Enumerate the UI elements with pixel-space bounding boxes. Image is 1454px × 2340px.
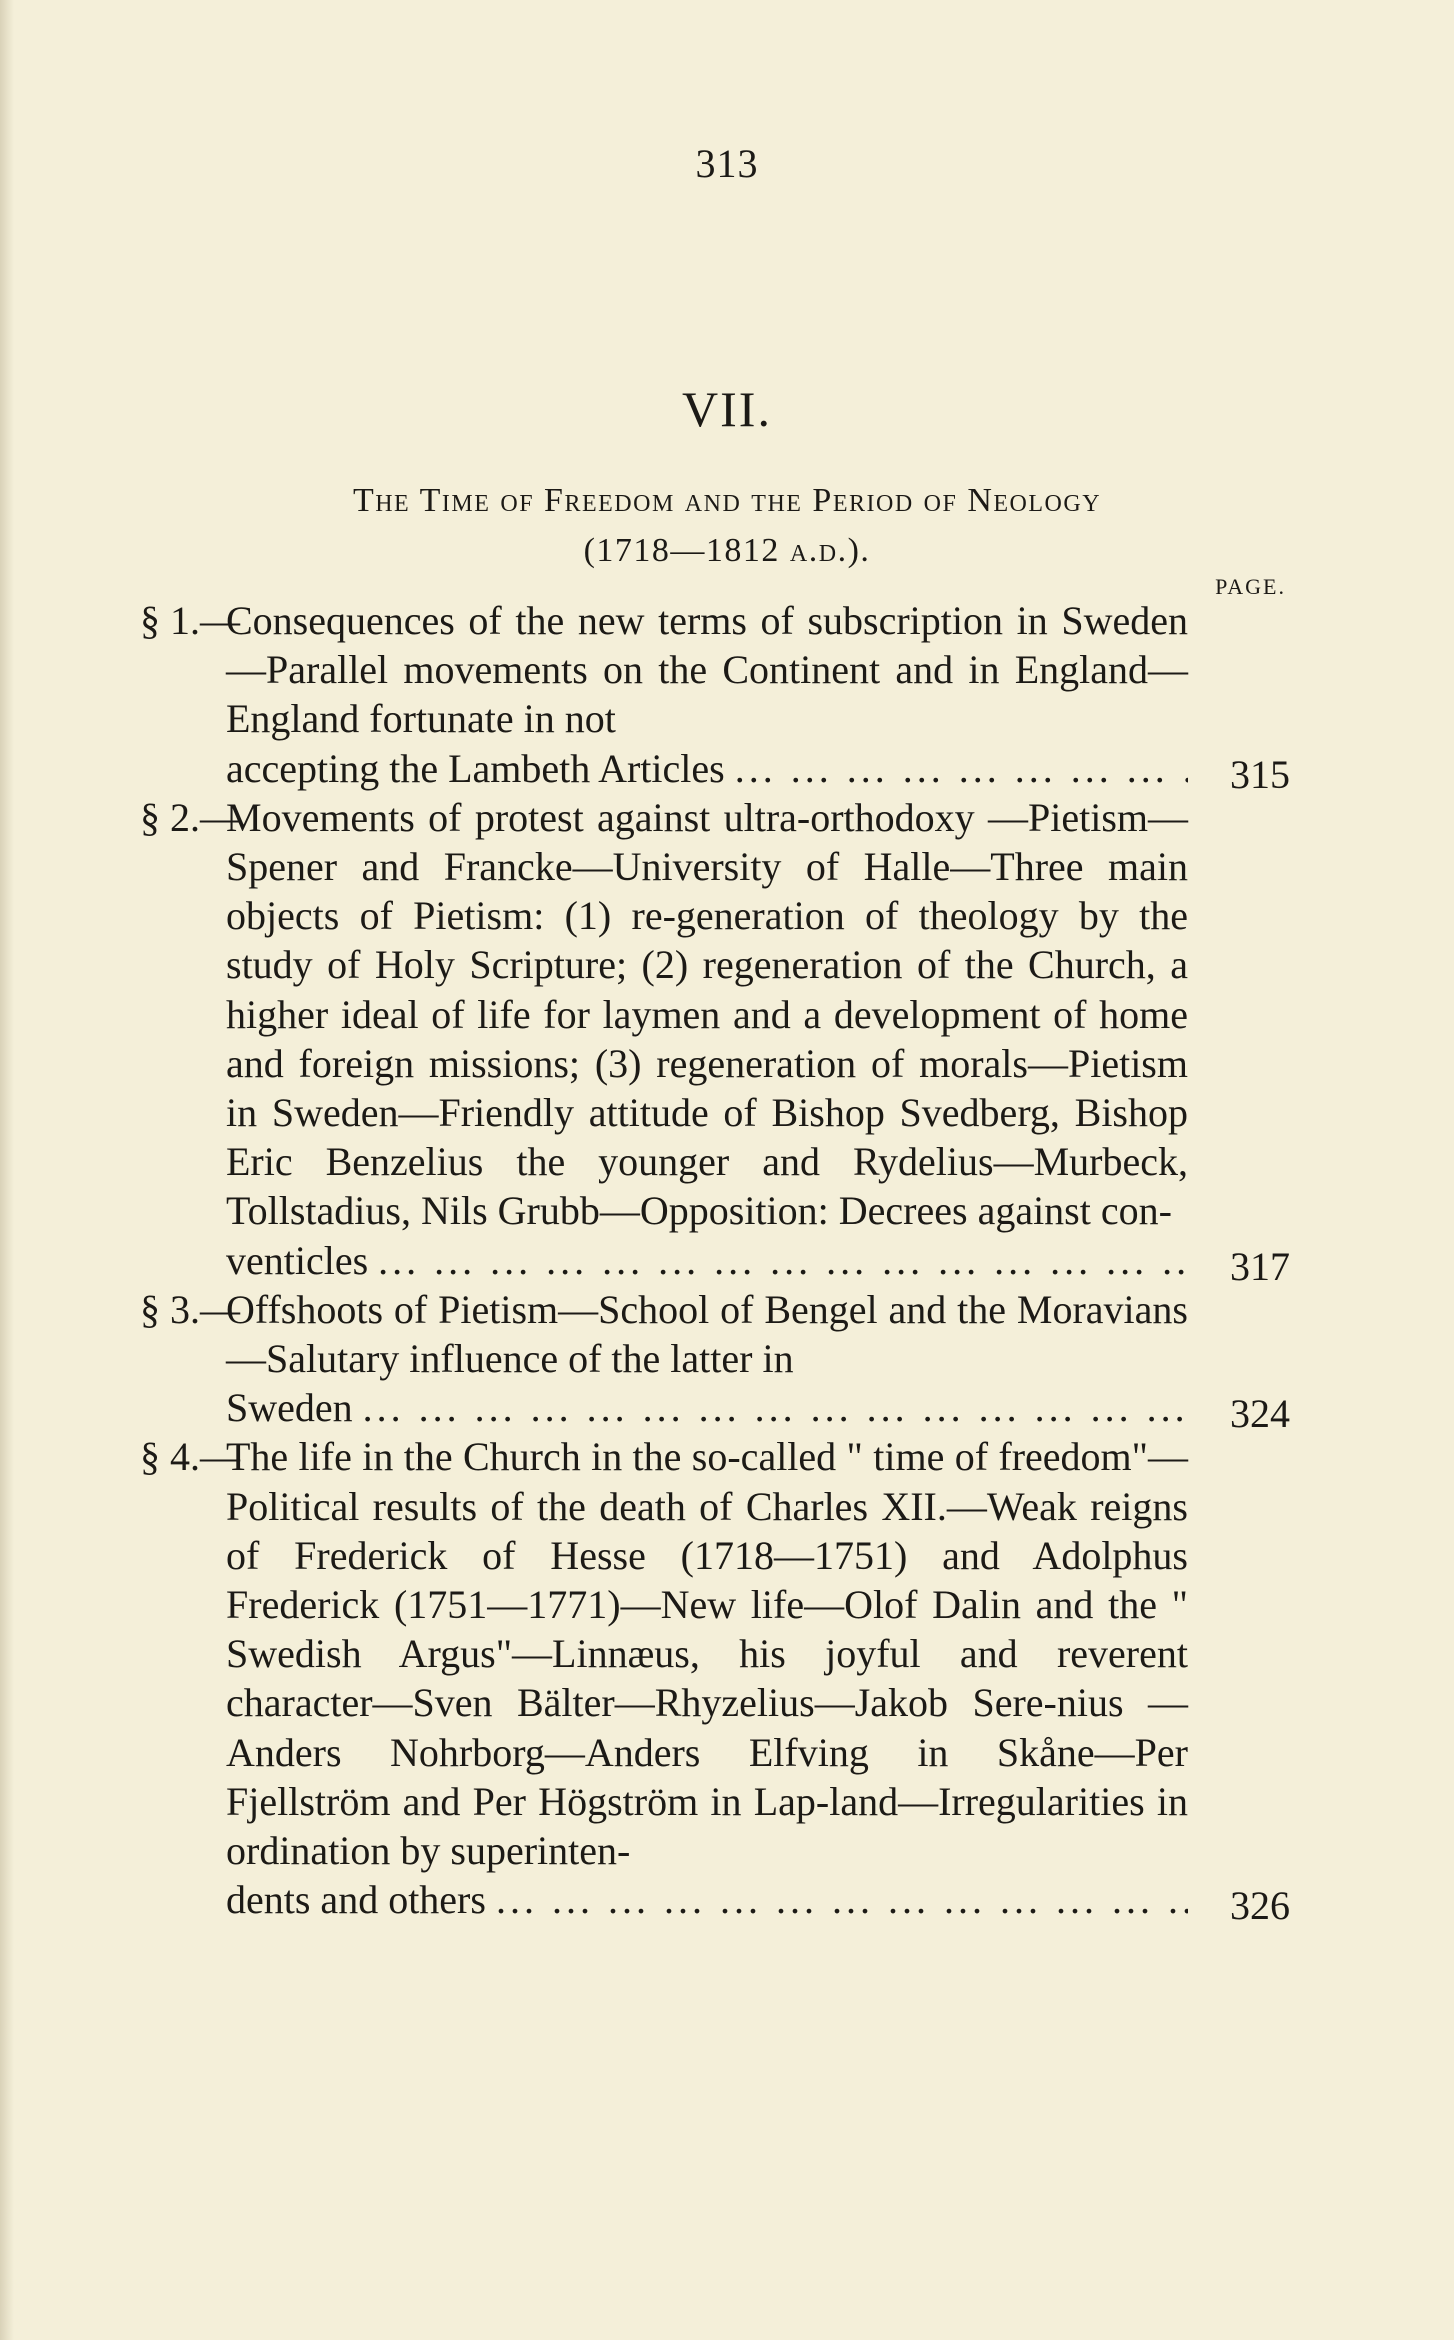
section-summary-end: dents and others: [226, 1877, 486, 1923]
section-number: § 2.—: [140, 794, 240, 840]
section-number: § 3.—: [140, 1286, 240, 1332]
page-edge-shadow: [0, 0, 14, 2340]
section-summary-end: venticles: [226, 1237, 369, 1283]
dot-leader: [735, 744, 1188, 793]
page-reference: 315: [1230, 751, 1290, 797]
toc-entry-1: [140, 596, 1290, 797]
page-reference: 326: [1230, 1883, 1290, 1929]
toc-entry-4: [140, 1432, 1290, 1929]
section-number: § 1.—: [140, 598, 240, 643]
section-summary: The life in the Church in the so-called " time of freedom"—Political results of the death of Charles XII.—Weak reigns of Frederick of Hesse (1718—1751) and Adolphus Frederick (1751—1771)—New life—Olof Dalin and the " Swedish Argus"—Linnæus, his joyful and reverent character—Sven Bälter—Rhyzelius—Jakob Sere-nius — Anders Nohrborg—Anders Elfving in Skåne—Per Fjellström and Per Högström in Lap-land—Irregularities in ordination by superinten-: [226, 1434, 1188, 1874]
dot-leader: [378, 1236, 1188, 1285]
chapter-title-line: The Time of Freedom and the Period of Neology: [352, 482, 1102, 519]
section-summary: Offshoots of Pietism—School of Bengel and the Moravians—Salutary influence of the latter in: [226, 1286, 1188, 1382]
section-summary-end: accepting the Lambeth Articles: [226, 745, 725, 791]
entry-last-line: [226, 1875, 1188, 1924]
chapter-date-range: (1718—1812 a.d.).: [583, 532, 871, 569]
chapter-number: VII.: [682, 381, 772, 437]
toc-entry-3: [140, 1285, 1290, 1437]
dot-leader: [496, 1875, 1188, 1924]
section-summary: Consequences of the new terms of subscription in Sweden—Parallel movements on the Continent and in England—England fortunate in not: [226, 598, 1188, 742]
section-number: § 4.—: [140, 1434, 240, 1480]
entry-last-line: [226, 1383, 1188, 1432]
dot-leader: [363, 1383, 1188, 1432]
section-summary: Movements of protest against ultra-orthodoxy —Pietism—Spener and Francke—University of Halle—Three main objects of Pietism: (1) re-generation of theology by the study of Holy Scripture; (2) regeneration of the Church, a higher ideal of life for laymen and a development of home and foreign missions; (3) regeneration of morals—Pietism in Sweden—Friendly attitude of Bishop Svedberg, Bishop Eric Benzelius the younger and Rydelius—Murbeck, Tollstadius, Nils Grubb—Opposition: Decrees against con-: [226, 794, 1188, 1234]
entry-last-line: [226, 744, 1188, 793]
page-number: 313: [695, 141, 759, 186]
entry-last-line: [226, 1236, 1188, 1285]
toc-entry-2: [140, 793, 1290, 1289]
page-column-label: PAGE.: [1215, 574, 1286, 599]
page-reference: 324: [1230, 1391, 1290, 1437]
section-summary-end: Sweden: [226, 1385, 353, 1431]
page-reference: 317: [1230, 1243, 1290, 1289]
table-of-contents: [140, 596, 1290, 1929]
chapter-title: [0, 476, 1454, 576]
